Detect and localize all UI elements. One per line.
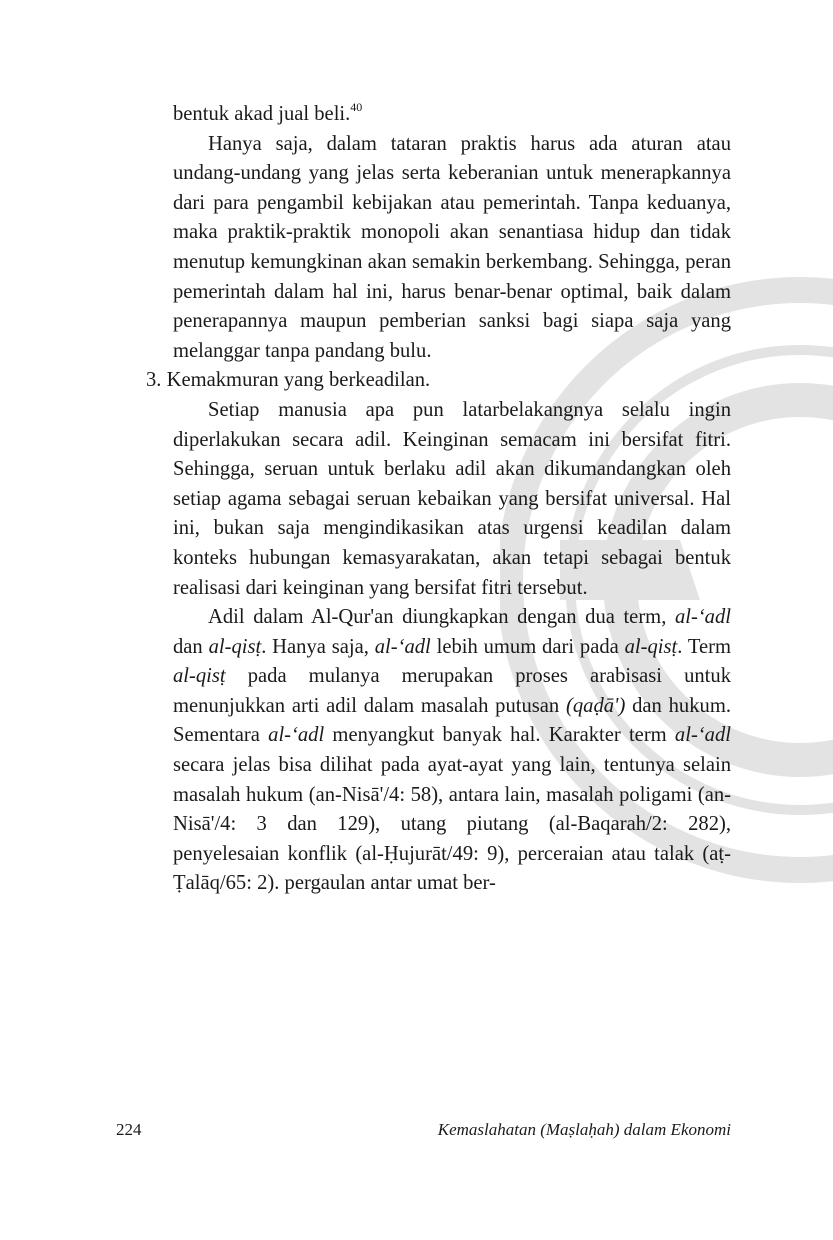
arabic-term: al-‘adl bbox=[674, 724, 731, 747]
text-run: pada mulanya merupakan proses arabisasi untuk menunjukkan arti adil dalam masalah putusan bbox=[173, 665, 731, 717]
text-run: dan hukum. Sementara bbox=[173, 694, 731, 747]
list-item-heading: 3. Kemakmuran yang berkeadilan. bbox=[146, 369, 431, 392]
page-number: 224 bbox=[116, 1120, 142, 1139]
paragraph: Hanya saja, dalam tataran praktis harus ada aturan atau undang-undang yang jelas serta keberanian untuk menerapkannya dari para pengambil kebijakan atau pemerintah. Tanpa keduanya, maka praktik-praktik monopoli akan senantiasa hidup dan tidak menutup kemungkinan akan semakin berkembang. Sehingga, peran pemerintah dalam hal ini, harus benar-benar optimal, baik dalam penerapannya maupun pemberian sanksi bagi siapa saja yang melanggar tanpa pandang bulu. bbox=[173, 132, 731, 362]
paragraph: Setiap manusia apa pun latarbelakangnya selalu ingin diperlakukan secara adil. Keinginan semacam ini bersifat fitri. Sehingga, seruan untuk berlaku adil akan dikumandangkan oleh setiap agama sebagai seruan kebaikan yang bersifat universal. Hal ini, bukan saja mengindikasikan atas urgensi keadilan dalam konteks hubungan kemasyarakatan, akan tetapi sebagai bentuk realisasi dari keinginan yang bersifat fitri tersebut. bbox=[173, 398, 731, 599]
body-text bbox=[146, 100, 731, 899]
text-run: secara jelas bisa dilihat pada ayat-ayat yang lain, tentunya selain masalah hukum (an-Nisā'/4: 58), antara lain, masalah poligami (an-Nisā'/4: 3 dan 129), utang piutang (al-Baqarah/2: 282), penyelesaian konflik (al-Ḥujurāt/49: 9), perceraian atau talak (aṭ-Ṭalāq/65: 2). pergaulan antar umat ber- bbox=[173, 754, 731, 895]
running-title: Kemaslahatan (Maṣlaḥah) dalam Ekonomi bbox=[437, 1120, 731, 1139]
text-run: Adil dalam Al-Qur'an diungkapkan dengan dua term, bbox=[208, 606, 675, 629]
text-run: dan bbox=[173, 635, 209, 658]
text-run: . Term bbox=[677, 635, 731, 658]
paragraph bbox=[173, 100, 731, 130]
arabic-term: al-‘adl bbox=[674, 606, 731, 629]
arabic-term: al-‘adl bbox=[374, 635, 431, 658]
arabic-term: al-qisṭ bbox=[173, 665, 226, 688]
text-run: . Hanya saja, bbox=[261, 635, 375, 658]
paragraph-text: bentuk akad jual beli. bbox=[173, 103, 351, 125]
arabic-term: al-qisṭ bbox=[624, 635, 678, 658]
paragraph bbox=[173, 603, 731, 899]
text-run: menyangkut banyak hal. Karakter term bbox=[324, 724, 675, 747]
arabic-term: (qaḍā') bbox=[566, 694, 626, 717]
page-footer bbox=[116, 1120, 731, 1150]
arabic-term: al-‘adl bbox=[268, 724, 325, 747]
footnote-marker: 40 bbox=[350, 100, 363, 114]
arabic-term: al-qisṭ bbox=[208, 635, 262, 658]
text-run: lebih umum dari pada bbox=[430, 635, 625, 658]
